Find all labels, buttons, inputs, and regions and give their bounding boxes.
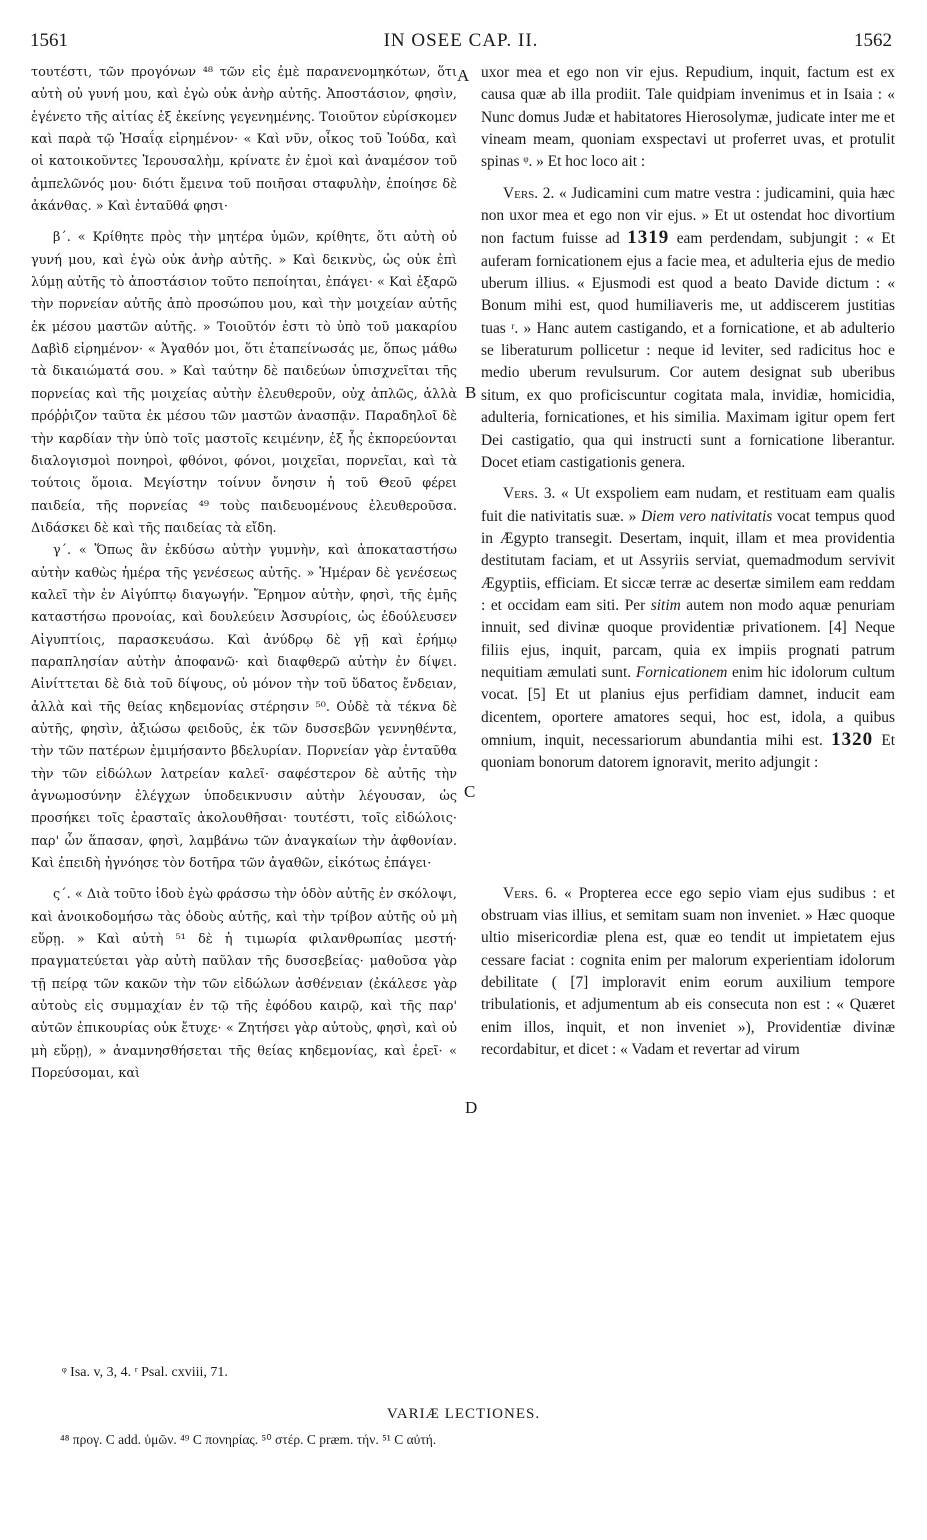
- latin-italic: sitim: [650, 596, 681, 614]
- latin-text: « Propterea ecce ego sepio viam ejus sudibus : et obstruam vias illius, et semitam suam non inveniet. » Hæc quoque ultio misericordiæ plena est, quæ eo tendit ut impietatem ejus cessare faciat : cognita enim per malorum experientiam idolorum debilitate ( [7] imploravit enim eorum auxilium tempore tribulationis, et adjumentum ab eis consecuta non est : « Quæret enim illos, inquit, et non inveniet »), Providentiæ divinæ recordabitur, et dicet : « Vadam et revertar ad virum: [481, 884, 895, 1059]
- footnotes: ᵠ Isa. v, 3, 4. ʳ Psal. cxviii, 71.: [62, 1365, 228, 1380]
- page-number-right: 1562: [854, 30, 892, 51]
- variae-lectiones: ⁴⁸ προγ. C add. ὑμῶν. ⁴⁹ C πονηρίας. ⁵⁰ στέρ. C præm. τήν. ⁵¹ C αὐτή.: [60, 1432, 437, 1447]
- greek-column: [31, 62, 457, 1085]
- margin-marker-b: B: [465, 383, 477, 402]
- column-number: 1319: [627, 227, 670, 249]
- latin-paragraph: [481, 483, 895, 774]
- latin-paragraph: [481, 62, 895, 174]
- latin-paragraph: [481, 883, 895, 1062]
- page-number-left: 1561: [30, 30, 68, 51]
- latin-text: Et quoniam bonorum datorem ignoravit, merito adjungit :: [481, 731, 896, 772]
- latin-text: uxor mea et ego non vir ejus. Repudium, inquit, factum est ex causa quæ ab illa prodiit. Tale quidpiam invenimus et in Isaia : « Nunc domus Judæ et habitatores Hierosolymæ, judicate inter me et vineam meam, quoniam exspectavi ut proferret uvas, et protulit spinas ᵠ. » Et hoc loco ait :: [481, 64, 895, 171]
- page-header: [30, 30, 892, 56]
- latin-column: [481, 62, 895, 1061]
- latin-paragraph: [481, 183, 895, 474]
- latin-text: eam perdendam, subjungit : « Et auferam fornicationem ejus a facie mea, et adulteria ejus de medio uberum illius. « Ejusmodi est quod a beato Davide dictum : « Bonum mihi est, quod humiliaveris me, ut addiscerem justitias tuas ʳ. » Hanc autem castigando, et a fornicatione, et ab adulterio se liberaturum pollicetur : neque id leviter, sed radicitus hoc e medio uberum revulsurum. Cor autem designat sub uberibus situm, ex quo proficiscuntur cogitata mala, invidiæ, homicidia, adulteria, fornicationes, et his similia. Maximam igitur opem fert Dei castigatio, qua qui instructi sunt a fornicatione liberantur. Docet etiam castigationis genera.: [481, 230, 895, 471]
- verse-label: Vers. 2.: [503, 184, 555, 202]
- column-number: 1320: [831, 728, 874, 750]
- latin-italic: Diem vero nativitatis: [641, 507, 773, 525]
- verse-label: Vers. 3.: [503, 485, 556, 503]
- greek-paragraph: τουτέστι, τῶν προγόνων ⁴⁸ τῶν εἰς ἐμὲ παρανενομηκότων, ὅτι αὐτὴ οὐ γυνή μου, καὶ ἐγὼ οὐκ ἀνὴρ αὐτῆς. Ἀποστάσιον, φησὶν, ἐγένετο τῆς αἰτίας ἐξ ἐκείνης γεγενημένης. Τοιοῦτον εὑρίσκομεν καὶ παρὰ τῷ Ἡσαΐᾳ εἰρημένον· « Καὶ νῦν, οἶκος τοῦ Ἰούδα, καὶ οἱ κατοικοῦντες Ἱερουσαλὴμ, κρίνατε ἐν ἐμοὶ καὶ ἀναμέσον τοῦ ἀμπελῶνός μου· διότι ἔμεινα τοῦ ποιῆσαι σταφυλὴν, ἐποίησε δὲ ἀκάνθας. » Καὶ ἐνταῦθά φησι·: [31, 65, 457, 215]
- latin-text: enim hic idolorum cultum vocat. [5] Et ut planius ejus perfidiam damnet, inducit eam dicentem, oportere amatores sequi, hoc est, idola, a quibus omnium, inquit, necessariorum abundantia mihi est.: [481, 663, 895, 749]
- latin-text: « Judicamini cum matre vestra : judicamini, quia hæc non uxor mea et ego non vir ejus. » Et ut ostendat hoc divortium non factum fuisse ad: [481, 184, 895, 248]
- margin-marker-d: D: [465, 1098, 478, 1117]
- latin-text: vocat tempus quod in Ægypto transegit. Desertam, inquit, illam et mea providentia destitutam faciam, et ut Assyriis serviat, quemadmodum servivit Ægyptiis, efficiam. Et siccæ terræ ac desertæ similem eam reddam : et occidam eam siti. Per: [481, 507, 895, 614]
- greek-paragraph: ς΄. « Διὰ τοῦτο ἰδοὺ ἐγὼ φράσσω τὴν ὁδὸν αὐτῆς ἐν σκόλοψι, καὶ ἀνοικοδομήσω τὰς ὁδοὺς αὐτῆς, καὶ τὴν τρίβον αὐτῆς οὐ μὴ εὕρῃ. » Καὶ αὐτὴ ⁵¹ δὲ ἡ τιμωρία φιλανθρωπίας μεστή· πραγματεύεται γὰρ αὐτὴ παῦλαν τῆς δυσσεβείας· μαθοῦσα γὰρ τῇ πείρᾳ τῶν κακῶν τὴν τῶν εἰδώλων ἀσθένειαν (ἐκάλεσε γὰρ αὐτοὺς εἰς συμμαχίαν ἐν τῷ τῆς ἐφόδου καιρῷ, καὶ τῆς παρ' αὐτῶν ἐπικουρίας οὐκ ἔτυχε· « Ζητήσει γὰρ αὐτοὺς, φησὶ, καὶ οὐ μὴ εὕρῃ), » ἀναμνησθήσεται τῆς θείας κηδεμονίας, καὶ ἐρεῖ· « Πορεύσομαι, καὶ: [31, 887, 457, 1082]
- running-title: IN OSEE CAP. II.: [383, 30, 539, 51]
- variae-lectiones-title: VARIÆ LECTIONES.: [386, 1406, 541, 1422]
- verse-label: Vers. 6.: [503, 884, 557, 902]
- margin-marker-c: C: [464, 782, 476, 801]
- latin-text: « Ut exspoliem eam nudam, et restituam eam qualis fuit die nativitatis suæ. »: [481, 485, 896, 525]
- latin-text: autem non modo aquæ penuriam innuit, sed divinæ quoque providentiæ privationem. [4] Neque filiis ejus, inquit, parcam, quia ex impiis prognati patrum nequitiam æmulati sunt.: [481, 596, 895, 681]
- greek-paragraph: β΄. « Κρίθητε πρὸς τὴν μητέρα ὑμῶν, κρίθητε, ὅτι αὐτὴ οὐ γυνή μου, καὶ ἐγὼ οὐκ ἀνὴρ αὐτῆς. » Καὶ δεικνὺς, ὡς οὐκ ἐπὶ λύμῃ αὐτῆς τὸ ἀποστάσιον τοῦτο πεποίηται, ἐπάγει· « Καὶ ἐξαρῶ τὴν πορνείαν αὐτῆς ἀπὸ προσώπου μου, καὶ τὴν μοιχείαν αὐτῆς ἐκ μέσου μαστῶν αὐτῆς. » Τοιοῦτόν ἐστι τὸ ὑπὸ τοῦ μακαρίου Δαβὶδ εἰρημένον· « Ἀγαθόν μοι, ὅτι ἐταπείνωσάς με, ὅπως μάθω τὰ δικαιώματά σου. » Καὶ ταύτην δὲ παιδεύων ὑπισχνεῖται τῆς πορνείας καὶ τῆς μοιχείας αὐτὴν ἐλευθεροῦν, οὐχ ἁπλῶς, ἀλλὰ πρόῤῥιζον ταῦτα ἐκ μέσου τῶν μαστῶν ἀνασπᾷν. Παραδηλοῖ δὲ τὴν καρδίαν τὴν ὑπὸ τοῖς μαστοῖς κειμένην, ἐξ ἧς ἐκπορεύονται διαλογισμοὶ πονηροὶ, φθόνοι, φόνοι, μοιχεῖαι, πορνεῖαι, καὶ τὰ τούτοις ὅμοια. Μεγίστην τοίνυν ὄνησιν ἡ τοῦ Θεοῦ φέρει παιδεία, τῆς πορνείας ⁴⁹ τοὺς παιδευομένους ἐλευθεροῦσα. Διδάσκει δὲ καὶ τῆς παιδείας τὰ εἴδη.: [31, 230, 457, 536]
- greek-paragraph: γ΄. « Ὅπως ἂν ἐκδύσω αὐτὴν γυμνὴν, καὶ ἀποκαταστήσω αὐτὴν καθὼς ἡμέρα τῆς γενέσεως αὐτῆς. » Ἡμέραν δὲ γενέσεως καλεῖ τὴν ἐν Αἰγύπτῳ διαγωγήν. Ἔρημον αὐτὴν, φησὶ, τῆς ἐμῆς καταστήσω προνοίας, καὶ δουλεύειν Ἀσσυρίοις, ὡς ἐδούλευσεν Αἰγυπτίοις, παρασκευάσω. Καὶ ἀνύδρῳ δὲ γῇ καὶ ἐρήμῳ παραπλησίαν αὐτὴν ἀποφανῶ· καὶ διαφθερῶ αὐτὴν ἐν δίψει. Αἰνίττεται δὲ διὰ τοῦ δίψους, οὐ μόνον τὴν τοῦ ὕδατος ἔνδειαν, ἀλλὰ καὶ τῆς θείας κηδεμονίας στέρησιν ⁵⁰. Οὐδὲ τὰ τέκνα δὲ αὐτῆς, φησὶν, ἀξιώσω φειδοῦς, ἐκ τῶν δυσσεβῶν γεννηθέντα, τὴν τῶν πατέρων ἐμιμήσαντο βδελυρίαν. Πορνείαν γὰρ ἐνταῦθα τὴν τῶν εἰδώλων λατρείαν καλεῖ· σαφέστερον δὲ αὐτῆς τὴν ἀγνωμοσύνην ἐλέγχων ὑποδεικνυσιν αὐτὴν λέγουσαν, ὡς προσήκει τοῖς ἐρασταῖς ἀκολουθῆσαι· τουτέστι, τοῖς εἰδώλοις· παρ' ὧν ἅπασαν, φησὶ, λαμβάνω τῶν ἀναγκαίων τὴν ἀφθονίαν. Καὶ ἐπειδὴ ἠγνόησε τὸν δοτῆρα τῶν ἀγαθῶν, εἰκότως ἐπάγει·: [31, 543, 457, 872]
- latin-italic: Fornicationem: [635, 663, 728, 681]
- margin-marker-a: A: [457, 66, 470, 85]
